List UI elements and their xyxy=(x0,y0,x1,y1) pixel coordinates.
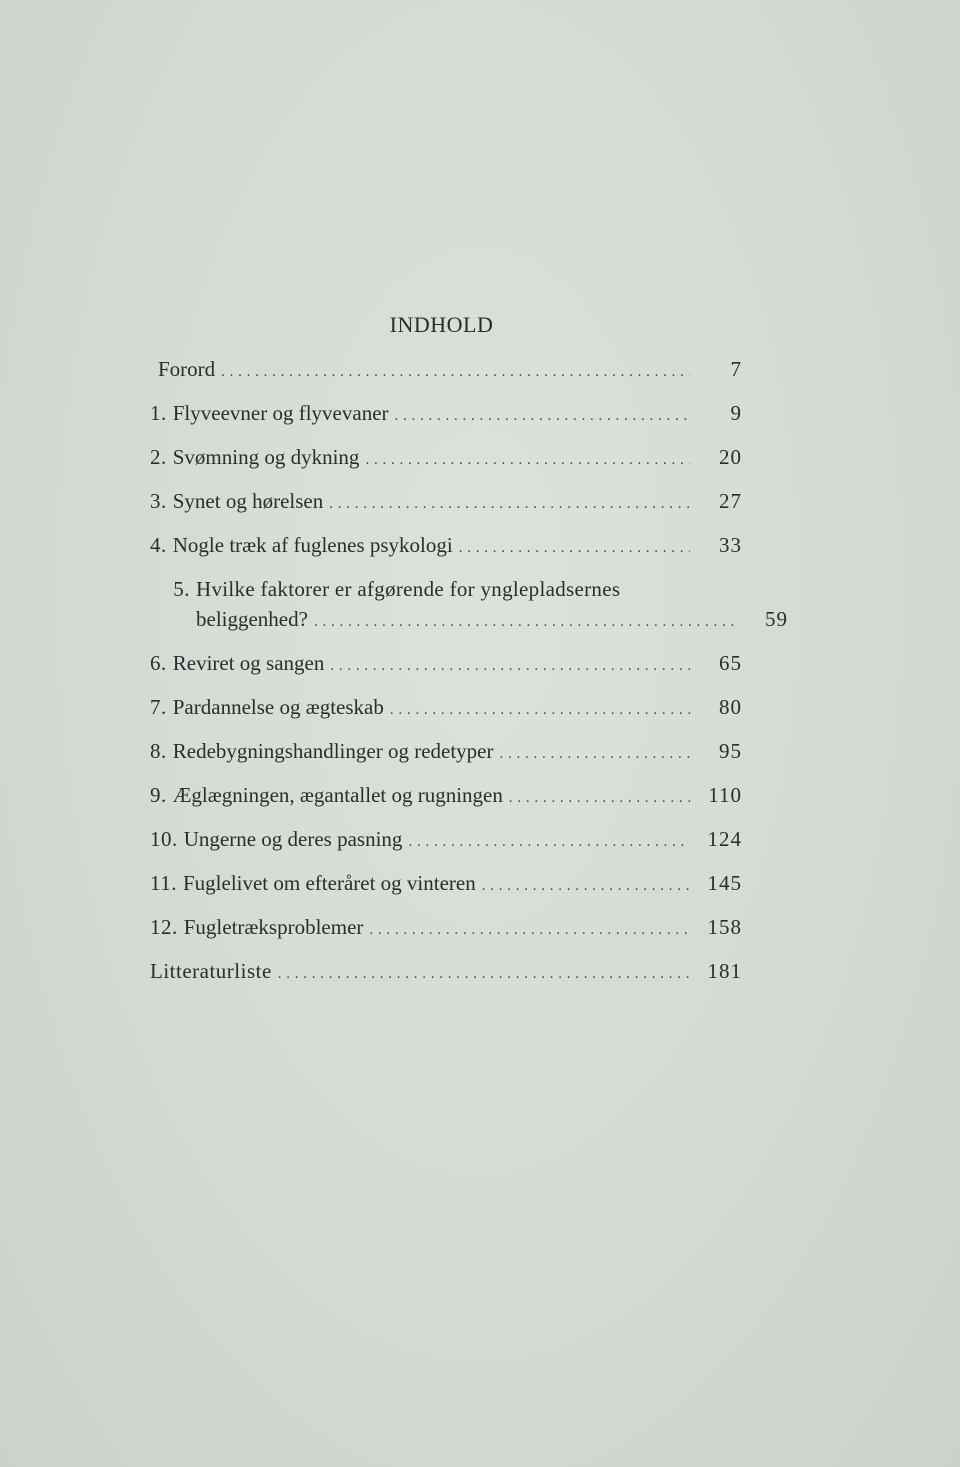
toc-entry-number: 11. xyxy=(150,871,177,895)
toc-entry-7 xyxy=(150,692,742,736)
toc-entry-page: 27 xyxy=(719,489,742,513)
toc-entry-3 xyxy=(150,486,742,530)
toc-entry-number: 3. xyxy=(150,489,167,513)
toc-entry-page: 59 xyxy=(765,607,788,631)
leader-dots xyxy=(314,607,736,637)
toc-entry-title: Litteraturliste xyxy=(150,959,272,983)
toc-entry-6 xyxy=(150,648,742,692)
leader-dots xyxy=(330,651,690,681)
toc-entry-page: 9 xyxy=(730,401,742,425)
toc-entry-page: 80 xyxy=(719,695,742,719)
toc-entry-title-line2: beliggenhed? xyxy=(196,607,308,631)
toc-entry-title: Nogle træk af fuglenes psykologi xyxy=(172,533,453,557)
toc-entry-11 xyxy=(150,868,742,912)
leader-dots xyxy=(408,827,690,857)
toc-entry-page: 181 xyxy=(707,959,742,983)
leader-dots xyxy=(369,915,690,945)
toc-entry-title: Flyveevner og flyvevaner xyxy=(172,401,389,425)
toc-entry-4 xyxy=(150,530,742,574)
toc-entry-number: 8. xyxy=(150,739,167,763)
toc-entry-number: 12. xyxy=(150,915,178,939)
toc-entry-litteraturliste xyxy=(150,956,742,1000)
toc-entry-page: 7 xyxy=(730,357,742,381)
toc-entry-number: 1. xyxy=(150,401,167,425)
toc-entry-title: Svømning og dykning xyxy=(172,445,360,469)
leader-dots xyxy=(500,739,691,769)
toc-entry-number: 4. xyxy=(150,533,167,557)
toc-entry-10 xyxy=(150,824,742,868)
toc-entry-page: 65 xyxy=(719,651,742,675)
toc-entry-title-line1: Hvilke faktorer er afgørende for ynglepladsernes xyxy=(196,577,621,601)
leader-dots xyxy=(390,695,690,725)
toc-entry-title: Reviret og sangen xyxy=(172,651,325,675)
toc-entry-5 xyxy=(150,574,788,648)
toc-entry-page: 33 xyxy=(719,533,742,557)
toc-entry-page: 145 xyxy=(707,871,742,895)
toc-entry-8 xyxy=(150,736,742,780)
toc-entry-number: 9. xyxy=(150,783,167,807)
toc-entry-forord xyxy=(150,354,742,398)
leader-dots xyxy=(482,871,690,901)
leader-dots xyxy=(365,445,690,475)
toc-entry-page: 20 xyxy=(719,445,742,469)
toc-entry-number: 6. xyxy=(150,651,167,675)
toc-entry-title: Æglægningen, ægantallet og rugningen xyxy=(172,783,503,807)
leader-dots xyxy=(509,783,690,813)
toc-heading: INDHOLD xyxy=(389,312,494,337)
toc-entry-9 xyxy=(150,780,742,824)
toc-entry-page: 110 xyxy=(708,783,742,807)
leader-dots xyxy=(459,533,690,563)
toc-entry-title: Fuglelivet om efteråret og vinteren xyxy=(182,871,476,895)
toc-entry-page: 158 xyxy=(707,915,742,939)
leader-dots xyxy=(329,489,690,519)
toc-entry-12 xyxy=(150,912,742,956)
toc-entry-title: Fugletræksproblemer xyxy=(183,915,364,939)
leader-dots xyxy=(395,401,690,431)
toc-entry-title: Forord xyxy=(158,357,216,381)
leader-dots xyxy=(278,959,690,989)
toc-entry-number: 2. xyxy=(150,445,167,469)
toc-entry-page: 124 xyxy=(707,827,742,851)
toc-entry-number: 7. xyxy=(150,695,167,719)
table-of-contents xyxy=(150,354,788,1000)
toc-entry-title: Pardannelse og ægteskab xyxy=(172,695,384,719)
toc-entry-page: 95 xyxy=(719,739,742,763)
toc-entry-title: Ungerne og deres pasning xyxy=(183,827,403,851)
toc-entry-1 xyxy=(150,398,742,442)
leader-dots xyxy=(221,357,690,387)
toc-entry-title: Synet og hørelsen xyxy=(172,489,324,513)
toc-entry-2 xyxy=(150,442,742,486)
toc-entry-title: Redebygningshandlinger og redetyper xyxy=(172,739,494,763)
toc-entry-number: 5. xyxy=(173,577,190,601)
toc-entry-number: 10. xyxy=(150,827,178,851)
